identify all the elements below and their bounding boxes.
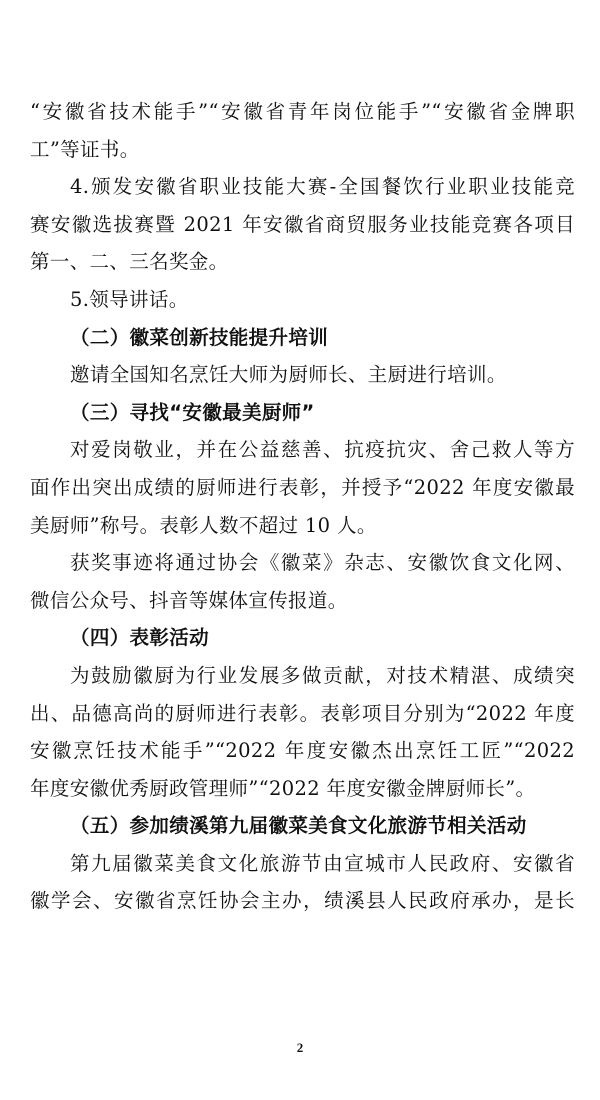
text-line: 出、品德高尚的厨师进行表彰。表彰项目分别为“2022 年度: [30, 701, 575, 725]
text-line: 为鼓励徽厨为行业发展多做贡献，对技术精湛、成绩突: [70, 663, 575, 687]
text-line: 微信公众号、抖音等媒体宣传报道。: [30, 588, 348, 612]
text-line: 对爱岗敬业，并在公益慈善、抗疫抗灾、舍己救人等方: [70, 438, 575, 462]
section-heading: （四）表彰活动: [70, 626, 209, 650]
section-heading: （三）寻找“安徽最美厨师”: [70, 400, 315, 424]
text-line: 获奖事迹将通过协会《徽菜》杂志、安徽饮食文化网、: [70, 551, 575, 575]
text-line: 安徽烹饪技术能手”“2022 年度安徽杰出烹饪工匠”“2022: [30, 739, 575, 763]
text-line: 4.颁发安徽省职业技能大赛-全国餐饮行业职业技能竞: [70, 175, 575, 199]
text-line: 邀请全国知名烹饪大师为厨师长、主厨进行培训。: [70, 363, 507, 387]
text-line: 5.领导讲话。: [70, 287, 189, 311]
text-line: 美厨师”称号。表彰人数不超过 10 人。: [30, 513, 377, 537]
text-line: 面作出突出成绩的厨师进行表彰，并授予“2022 年度安徽最: [30, 475, 575, 499]
document-body: [30, 93, 575, 920]
text-line: 工”等证书。: [30, 137, 140, 161]
text-line: 徽学会、安徽省烹饪协会主办，绩溪县人民政府承办，是长: [30, 889, 575, 913]
section-heading: （二）徽菜创新技能提升培训: [70, 325, 329, 349]
text-line: 赛安徽选拔赛暨 2021 年安徽省商贸服务业技能竞赛各项目: [30, 212, 575, 236]
text-line: 第一、二、三名奖金。: [30, 250, 229, 274]
section-heading: （五）参加绩溪第九届徽菜美食文化旅游节相关活动: [70, 814, 527, 838]
text-line: “安徽省技术能手”“安徽省青年岗位能手”“安徽省金牌职: [30, 100, 575, 123]
text-line: 年度安徽优秀厨政管理师”“2022 年度安徽金牌厨师长”。: [30, 776, 536, 800]
text-line: 第九届徽菜美食文化旅游节由宣城市人民政府、安徽省: [70, 851, 575, 875]
page-number: 2: [296, 1040, 304, 1055]
